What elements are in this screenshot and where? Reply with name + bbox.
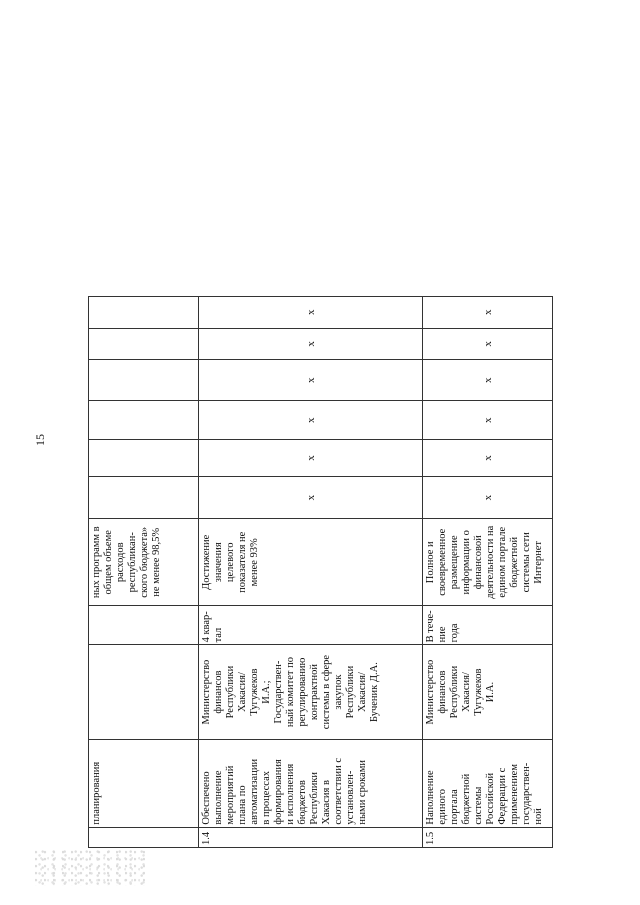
result-cell: ных программ в общем объеме расходов республикан- ского бюджета» не менее 98,5%: [89, 519, 199, 606]
mark-cell: x: [423, 328, 553, 360]
result-cell: Достижение значения целевого показателя не менее 93%: [199, 519, 423, 606]
mark-cell: [89, 401, 199, 440]
mark-cell: x: [423, 360, 553, 401]
mark-cell: [89, 440, 199, 477]
mark-cell: x: [199, 297, 423, 329]
mark-cell: x: [423, 401, 553, 440]
row-number: [89, 827, 199, 847]
mark-cell: x: [199, 328, 423, 360]
responsible-cell: Министерство финансов Республики Хакасия/ Тугужеков И.А.: [423, 645, 553, 739]
measure-cell: Наполнение единого портала бюджетной системы Российской Федерации с применением государствен- ной: [423, 739, 553, 827]
mark-cell: [89, 328, 199, 360]
row-number: 1.5: [423, 827, 553, 847]
rotated-table-wrapper: [88, 296, 553, 848]
page-number: 15: [33, 434, 47, 446]
deadline-cell: 4 квар- тал: [199, 606, 423, 645]
responsible-cell: [89, 645, 199, 739]
deadline-cell: [89, 606, 199, 645]
table-row: [423, 297, 553, 848]
mark-cell: x: [199, 440, 423, 477]
result-cell: Полное и своевременное размещение информации о финансовой деятельности на едином портале бюджетной системы сети Интернет: [423, 519, 553, 606]
mark-cell: x: [423, 440, 553, 477]
measure-cell: планирования: [89, 739, 199, 827]
table-row: [199, 297, 423, 848]
table-row: [89, 297, 199, 848]
mark-cell: [89, 476, 199, 519]
plan-table: [88, 296, 553, 848]
measure-cell: Обеспечено выполнение мероприятий плана по автоматизации в процессах формирования и исполнения бюджетов Республики Хакасия в соответствии с установлен- ными сроками: [199, 739, 423, 827]
mark-cell: x: [199, 476, 423, 519]
mark-cell: x: [199, 401, 423, 440]
responsible-cell: Министерство финансов Республики Хакасия/ Тугужеков И.А.; Государствен- ный комитет по регулированию контрактной системы в сфере закупок Республики Хакасия/ Бученик Д.А.: [199, 645, 423, 739]
scan-artifact: [35, 850, 145, 886]
mark-cell: [89, 360, 199, 401]
mark-cell: [89, 297, 199, 329]
row-number: 1.4: [199, 827, 423, 847]
mark-cell: x: [423, 297, 553, 329]
mark-cell: x: [423, 476, 553, 519]
mark-cell: x: [199, 360, 423, 401]
deadline-cell: В тече- ние года: [423, 606, 553, 645]
